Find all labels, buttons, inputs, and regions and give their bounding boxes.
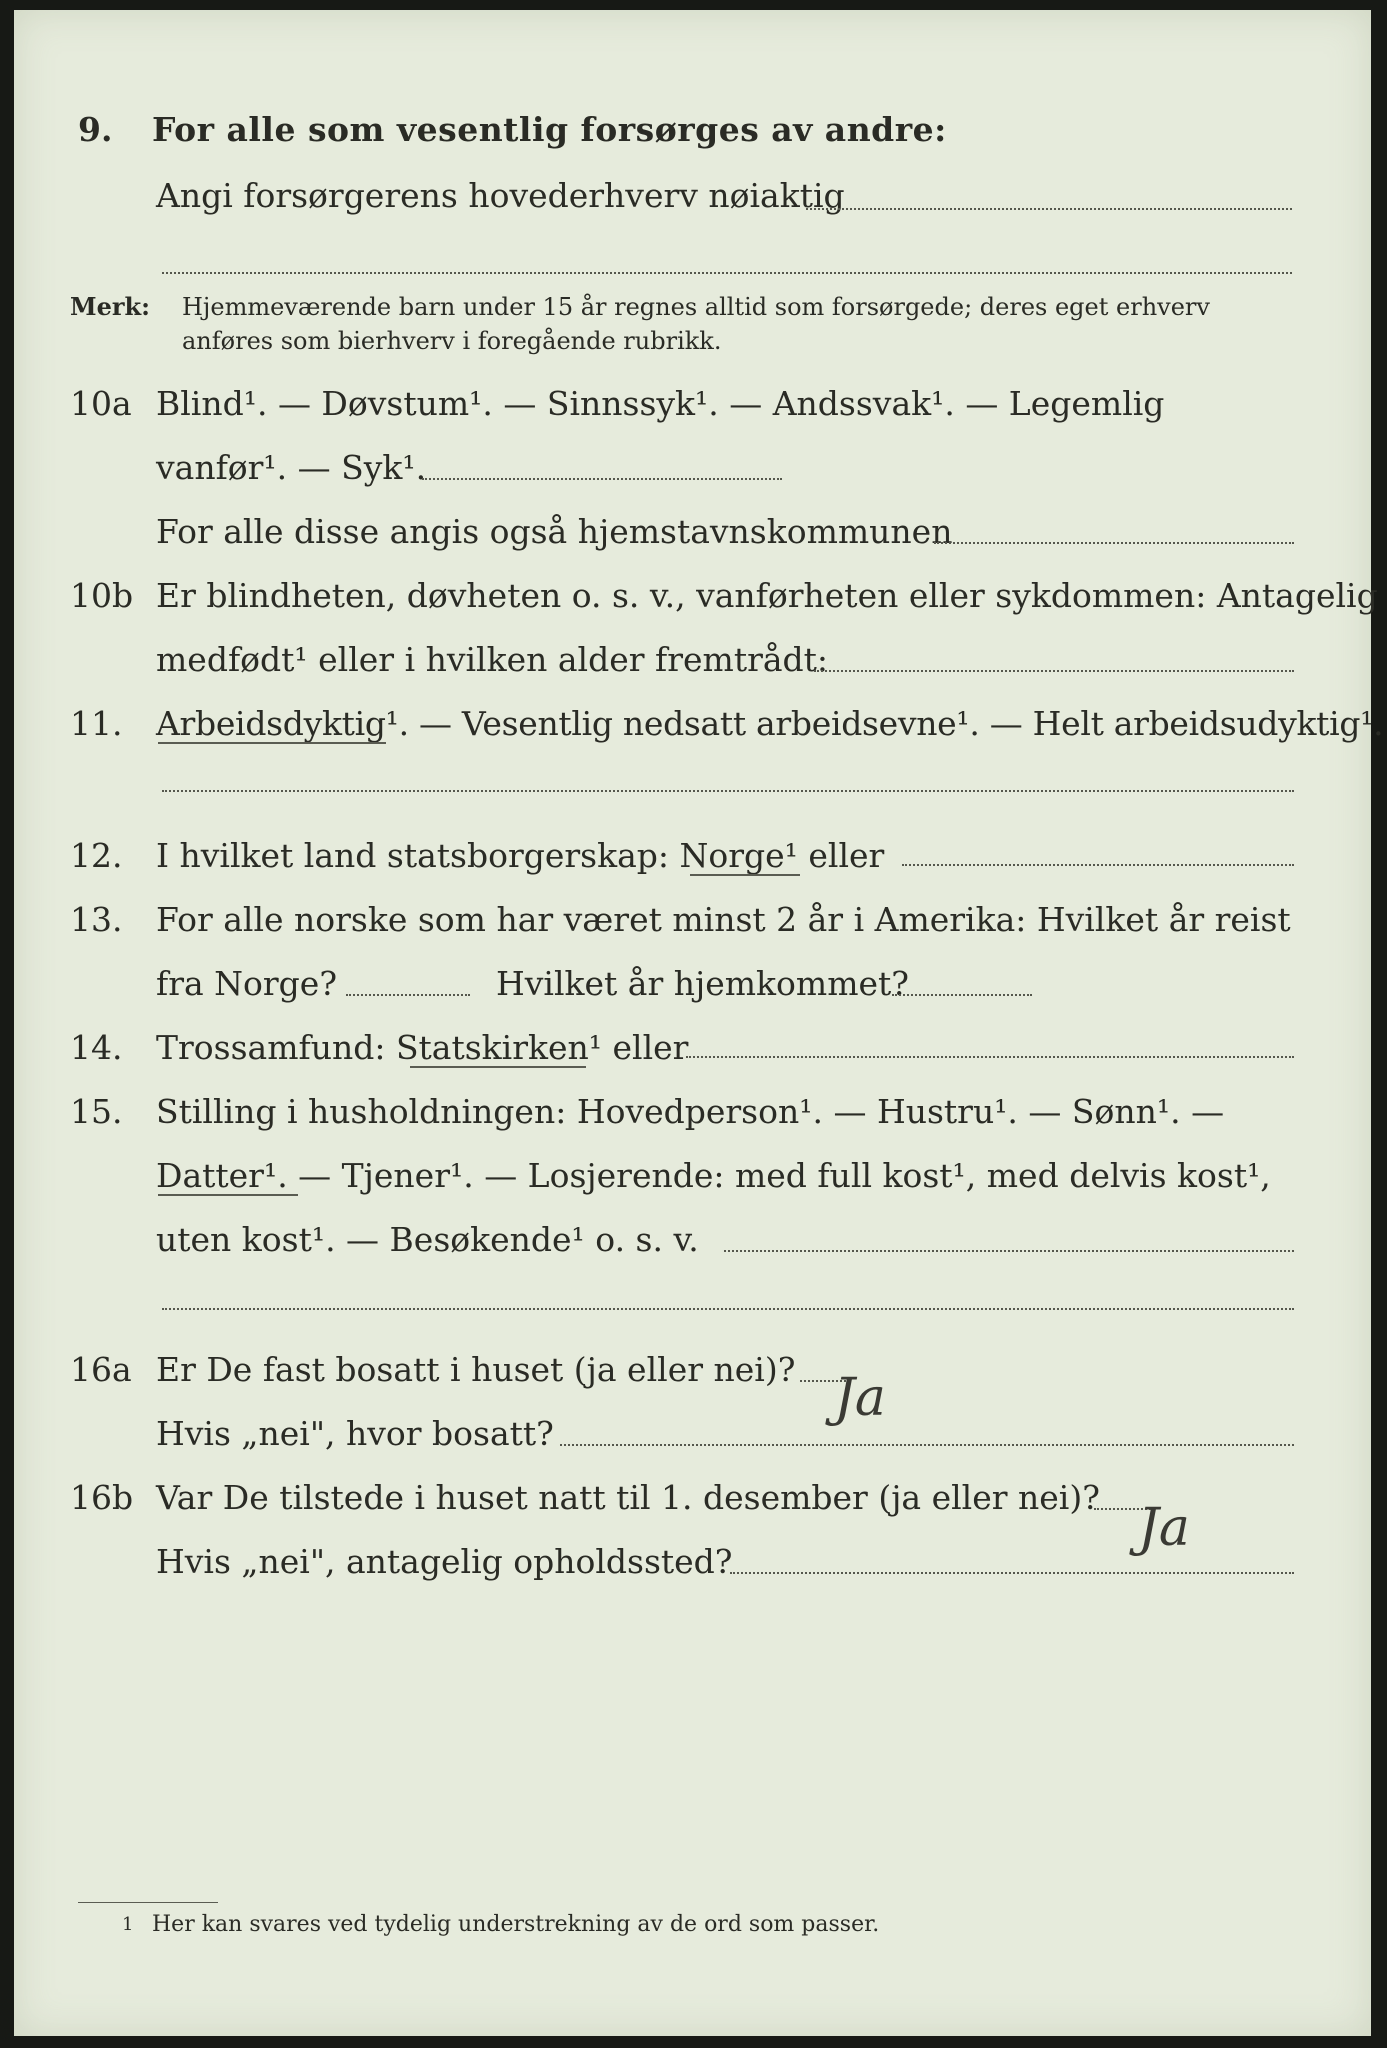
q16b-whereabouts-line [730, 1572, 1294, 1574]
q13-line-2b: Hvilket år hjemkommet? [496, 964, 909, 1003]
q9-question: Angi forsørgerens hovederhverv nøiaktig [156, 176, 845, 215]
q13-number: 13. [70, 900, 123, 939]
q16b-handwritten-answer: Ja [1138, 1498, 1190, 1558]
q14-number: 14. [70, 1028, 123, 1067]
census-form-page [14, 10, 1384, 2036]
q10a-line-1: Blind¹. — Døvstum¹. — Sinnssyk¹. — Andssvak¹. — Legemlig [156, 384, 1165, 423]
q12-underline-answer [690, 874, 800, 876]
merk-line-2: anføres som bierhverv i foregående rubrikk. [182, 327, 722, 355]
q16a-handwritten-answer: Ja [834, 1368, 886, 1428]
q14-line-1: Trossamfund: Statskirken¹ eller [156, 1028, 689, 1067]
q10b-line-1: Er blindheten, døvheten o. s. v., vanførheten eller sykdommen: Antagelig [156, 576, 1378, 615]
footnote-rule [78, 1902, 218, 1903]
q9-heading: For alle som vesentlig forsørges av andre: [152, 110, 947, 149]
q15-line-2: Datter¹. — Tjener¹. — Losjerende: med full kost¹, med delvis kost¹, [156, 1156, 1271, 1195]
q15-answer-line-2 [162, 1308, 1294, 1310]
q11-number: 11. [70, 704, 123, 743]
q9-answer-line [806, 208, 1292, 210]
q12-answer-line [902, 864, 1294, 866]
q9-number: 9. [78, 110, 113, 149]
q13-line-2a: fra Norge? [156, 964, 338, 1003]
q11-line-1: Arbeidsdyktig¹. — Vesentlig nedsatt arbeidsevne¹. — Helt arbeidsudyktig¹. [156, 704, 1384, 743]
q10a-answer-line [422, 478, 782, 480]
q14-answer-line [686, 1056, 1294, 1058]
q10a-line-2: vanfør¹. — Syk¹. [156, 448, 427, 487]
q10b-line-2: medfødt¹ eller i hvilken alder fremtrådt: [156, 640, 829, 679]
q15-line-3: uten kost¹. — Besøkende¹ o. s. v. [156, 1220, 699, 1259]
q16b-line-2: Hvis „nei", antagelig opholdssted? [156, 1542, 733, 1581]
q12-number: 12. [70, 836, 123, 875]
q12-line-1: I hvilket land statsborgerskap: Norge¹ eller [156, 836, 885, 875]
footnote-text: Her kan svares ved tydelig understrekning av de ord som passer. [152, 1912, 880, 1937]
q10b-number: 10b [70, 576, 134, 615]
q13-line-1: For alle norske som har været minst 2 år i Amerika: Hvilket år reist [156, 900, 1291, 939]
q15-underline-answer [158, 1194, 298, 1196]
q16a-line-1: Er De fast bosatt i huset (ja eller nei)? [156, 1350, 796, 1389]
q16a-number: 16a [70, 1350, 132, 1389]
footnote-mark: 1 [122, 1914, 134, 1935]
q10a-line-3: For alle disse angis også hjemstavnskommunen [156, 512, 953, 551]
q16a-residence-line [560, 1444, 1294, 1446]
q15-number: 15. [70, 1092, 123, 1131]
q13-return-line [892, 994, 1032, 996]
q14-underline-answer [410, 1066, 586, 1068]
q15-line-1: Stilling i husholdningen: Hovedperson¹. — Hustru¹. — Sønn¹. — [156, 1092, 1225, 1131]
q15-answer-line [724, 1250, 1294, 1252]
q10b-answer-line [814, 670, 1294, 672]
merk-label: Merk: [70, 292, 150, 321]
q16b-number: 16b [70, 1478, 134, 1517]
q11-answer-line [162, 790, 1294, 792]
merk-line-1: Hjemmeværende barn under 15 år regnes alltid som forsørgede; deres eget erhverv [182, 293, 1210, 321]
q10a-commune-line [934, 542, 1294, 544]
q13-departure-line [346, 994, 470, 996]
q11-underline-answer [158, 742, 386, 744]
q9-answer-line-2 [162, 272, 1292, 274]
q10a-number: 10a [70, 384, 132, 423]
q16b-line-1: Var De tilstede i huset natt til 1. desember (ja eller nei)? [156, 1478, 1100, 1517]
q16a-line-2: Hvis „nei", hvor bosatt? [156, 1414, 554, 1453]
